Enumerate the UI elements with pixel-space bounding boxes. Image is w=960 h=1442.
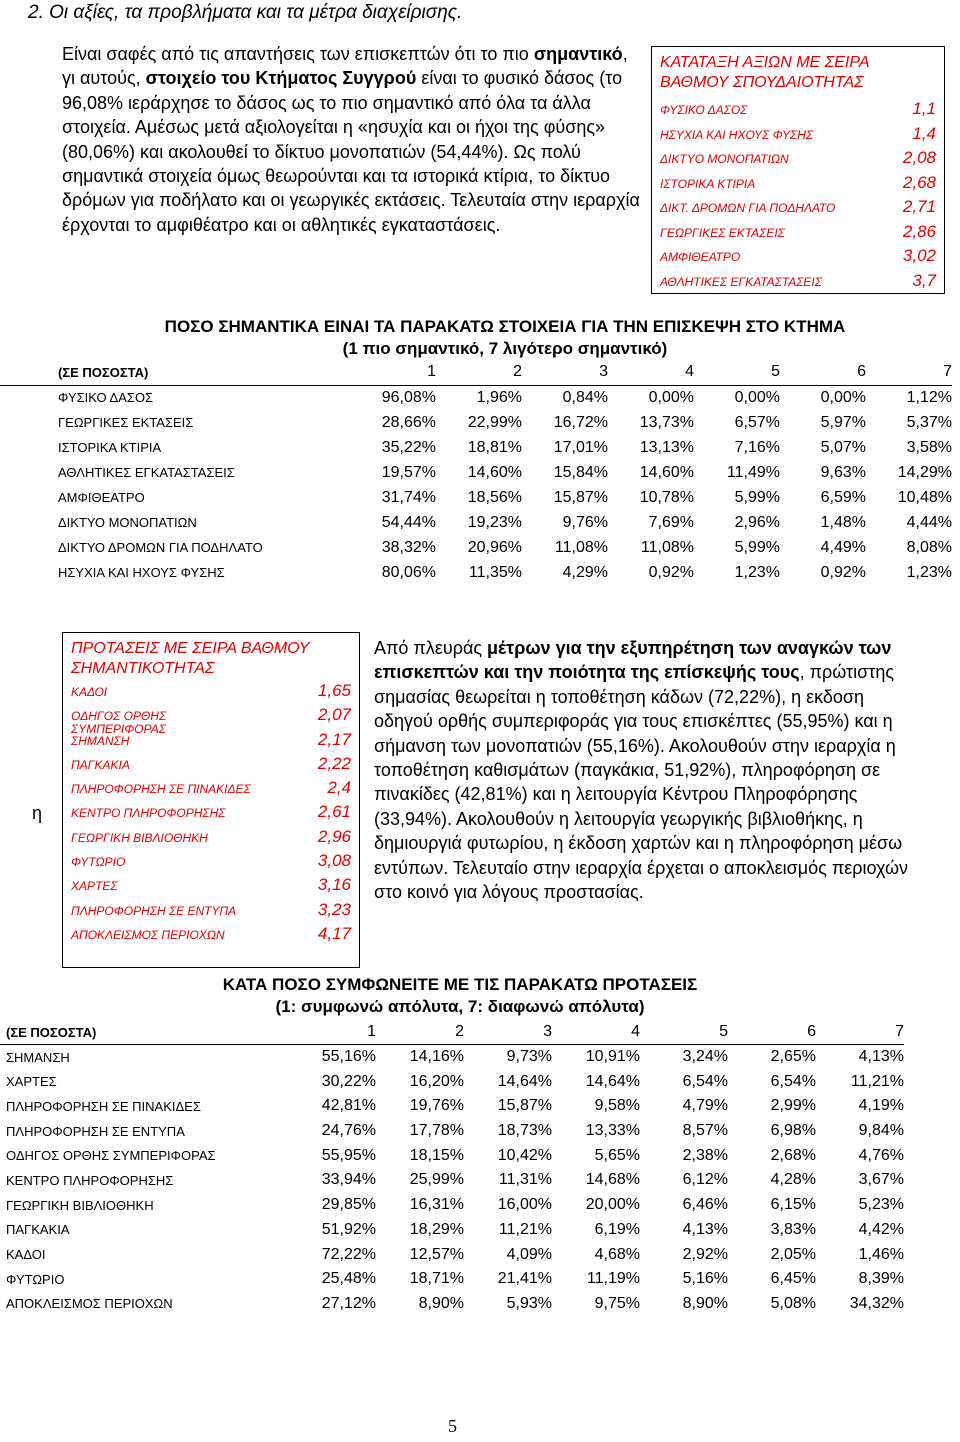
table-cell: 18,81% [467,438,522,456]
ranking-label: ΚΕΝΤΡΟ ΠΛΗΡΟΦΟΡΗΣΗΣ [71,806,226,821]
table-cell: 0,00% [734,388,780,406]
ranking-label: ΦΥΣΙΚΟ ΔΑΣΟΣ [660,103,748,117]
table-cell: 4,49% [820,538,866,556]
table-cell: 4,13% [858,1048,904,1066]
text-run: Από πλευράς [374,638,488,658]
table2-title [150,974,770,1018]
ranking-value: 1,4 [912,123,936,143]
table-row-label: ΑΠΟΚΛΕΙΣΜΟΣ ΠΕΡΙΟΧΩΝ [6,1296,173,1312]
text-run: , πρώτιστης σημασίας θεωρείται η τοποθέτηση κάδων (72,22%), η εκδοση οδηγού ορθής συμπεριφοράς για τους επισκέπτες (55,95%) και η σήμανση των μονοπατιών (55,16%). Ακολουθούν στην ιεραρχία η τοποθέτηση καθισμάτων (παγκάκια, 51,92%), πληροφόρηση σε πινακίδες (42,81%) και η λειτουργία Κέντρου Πληροφόρησης (33,94%). Ακολουθούν η λειτουργία γεωργικής βιβλιοθήκης, η δημιουργιά φυτωρίου, η έκδοση χαρτών και η πληροφόρηση μέσω εντύπων. Τελευταίο στην ιεραρχία έρχεται ο αποκλεισμός περιοχών στο κοινό για λόγους προστασίας. [374,662,909,903]
table-row-label: ΦΥΣΙΚΟ ΔΑΣΟΣ [58,390,154,406]
table-cell: 10,91% [585,1048,640,1066]
table-cell: 17,78% [409,1122,464,1140]
table-cell: 14,64% [585,1072,640,1090]
table-row [0,1193,904,1218]
table-cell: 6,15% [770,1196,816,1214]
ranking-value: 2,4 [327,778,351,798]
table-cell: 1,23% [906,563,952,581]
ranking-label: ΠΛΗΡΟΦΟΡΗΣΗ ΣΕ ΕΝΤΥΠΑ [71,903,237,918]
ranking-row [71,875,351,899]
table-row-label: ΔΙΚΤΥΟ ΜΟΝΟΠΑΤΙΩΝ [58,515,197,530]
ranking-label: ΑΘΛΗΤΙΚΕΣ ΕΓΚΑΤΑΣΤΑΣΕΙΣ [660,274,822,289]
ranking-label: ΣΗΜΑΝΣΗ [71,733,130,748]
table-header-label: (ΣΕ ΠΟΣΟΣΤΑ) [0,360,350,385]
ranking-value: 2,07 [317,705,351,725]
agreement-table [0,1020,904,1316]
table-column-header: 7 [866,360,952,385]
table-cell: 19,23% [467,513,522,531]
table-cell: 9,58% [594,1097,640,1115]
table-column-header: 6 [728,1020,816,1045]
ranking-row [660,246,936,271]
table-cell: 28,66% [381,413,436,431]
ranking-row [71,754,351,778]
table-row [0,1119,904,1144]
text-run: , γι αυτούς, [62,44,628,89]
table-row-label: ΟΔΗΓΟΣ ΟΡΘΗΣ ΣΥΜΠΕΡΙΦΟΡΑΣ [6,1148,216,1164]
table-cell: 3,67% [858,1171,904,1189]
table-cell: 80,06% [381,563,436,581]
table-cell: 19,57% [381,463,436,481]
table-row-label: ΙΣΤΟΡΙΚΑ ΚΤΙΡΙΑ [58,440,162,455]
table-row [0,1069,904,1094]
table-cell: 33,94% [321,1171,376,1189]
table-cell: 15,87% [553,488,608,506]
table-cell: 9,84% [858,1122,904,1140]
table-cell: 8,39% [858,1270,904,1288]
ranking-label: ΑΜΦΙΘΕΑΤΡΟ [660,250,741,264]
table-cell: 1,12% [906,388,952,406]
table-cell: 16,31% [409,1196,464,1214]
table-row [0,1143,904,1168]
table-cell: 6,45% [770,1270,816,1288]
table-row [0,1292,904,1317]
table-cell: 9,76% [562,513,608,531]
table-cell: 2,65% [770,1048,816,1066]
table-cell: 15,84% [553,463,608,481]
ranking-row [71,778,351,802]
table-row-label: ΓΕΩΡΓΙΚΗ ΒΙΒΛΙΟΘΗΚΗ [6,1197,154,1213]
table-cell: 13,13% [639,438,694,456]
table-column-header: 1 [288,1020,376,1045]
table-row [0,535,952,560]
table-cell: 12,57% [409,1245,464,1263]
table-cell: 14,68% [585,1171,640,1189]
table-cell: 4,28% [770,1171,816,1189]
ranking-value: 2,86 [902,221,936,241]
table-row-label: ΑΜΦΙΘΕΑΤΡΟ [58,490,145,505]
proposals-ranking-title: ΠΡΟΤΑΣΕΙΣ ΜΕ ΣΕΙΡΑ ΒΑΘΜΟΥ ΣΗΜΑΝΤΙΚΟΤΗΤΑΣ [71,640,310,677]
table-cell: 18,56% [467,488,522,506]
ranking-row [71,827,351,851]
table-row [0,1094,904,1119]
page-number: 5 [448,1416,457,1436]
table-cell: 2,05% [770,1245,816,1263]
table-row [0,1045,904,1070]
table-column-header: 3 [522,360,608,385]
table-cell: 10,48% [897,488,952,506]
table-cell: 54,44% [381,513,436,531]
ranking-label: ΚΑΔΟΙ [71,685,108,699]
table-row [0,435,952,460]
values-ranking-title: ΚΑΤΑΤΑΞΗ ΑΞΙΩΝ ΜΕ ΣΕΙΡΑ ΒΑΘΜΟΥ ΣΠΟΥΔΑΙΟΤΗΤΑΣ [660,54,869,91]
table-row-label: ΓΕΩΡΓΙΚΕΣ ΕΚΤΑΣΕΙΣ [58,415,194,430]
table-header-row [0,1020,904,1045]
table-cell: 5,07% [820,438,866,456]
ranking-value: 3,02 [902,246,936,265]
table-cell: 2,38% [682,1146,728,1164]
table-cell: 6,59% [820,488,866,506]
table-cell: 5,16% [682,1270,728,1288]
table-cell: 55,16% [321,1048,376,1066]
section-heading: 2. Οι αξίες, τα προβλήματα και τα μέτρα διαχείρισης. [28,2,463,23]
ranking-value: 2,71 [902,197,936,216]
values-ranking-box [651,46,945,294]
ranking-label: ΓΕΩΡΓΙΚΕΣ ΕΚΤΑΣΕΙΣ [660,225,785,240]
table-cell: 4,68% [594,1245,640,1263]
ranking-label: ΗΣΥΧΙΑ ΚΑΙ ΗΧΟΥΣ ΦΥΣΗΣ [660,127,814,142]
table-cell: 5,23% [858,1196,904,1214]
table-cell: 4,19% [858,1097,904,1115]
ranking-value: 2,61 [317,802,351,822]
table-cell: 18,73% [497,1122,552,1140]
ranking-row [660,271,936,296]
ranking-value: 2,68 [902,172,936,192]
table-row-label: ΠΛΗΡΟΦΟΡΗΣΗ ΣΕ ΠΙΝΑΚΙΔΕΣ [6,1098,201,1114]
table-column-header: 1 [350,360,436,385]
table-row-label: ΠΛΗΡΟΦΟΡΗΣΗ ΣΕ ΕΝΤΥΠΑ [6,1123,185,1139]
table-row [0,1168,904,1193]
table-cell: 10,42% [497,1146,552,1164]
table-header-row [0,360,952,385]
ranking-value: 1,1 [912,99,936,118]
table-cell: 30,22% [321,1072,376,1090]
table-cell: 6,46% [682,1196,728,1214]
ranking-value: 2,17 [317,729,351,749]
table-cell: 7,69% [648,513,694,531]
table-cell: 14,29% [897,463,952,481]
ranking-value: 3,23 [317,899,351,919]
table-cell: 4,09% [506,1245,552,1263]
table-cell: 1,46% [858,1245,904,1263]
table-cell: 5,65% [594,1146,640,1164]
ranking-label: ΠΑΓΚΑΚΙΑ [71,757,130,772]
table-cell: 11,19% [586,1270,640,1288]
ranking-value: 2,96 [317,826,351,846]
table-header-label: (ΣΕ ΠΟΣΟΣΤΑ) [0,1020,288,1045]
table-cell: 0,92% [648,563,694,581]
table-row-label: ΔΙΚΤΥΟ ΔΡΟΜΩΝ ΓΙΑ ΠΟΔΗΛΑΤΟ [58,540,263,555]
intro-paragraph [62,42,642,237]
table-cell: 2,92% [682,1245,728,1263]
table-cell: 3,58% [906,438,952,456]
table-row [0,385,952,410]
table-row [0,1242,904,1267]
proposals-ranking-list [71,681,351,948]
ranking-row [71,924,351,948]
table-column-header: 6 [780,360,866,385]
ranking-label: ΔΙΚΤ. ΔΡΟΜΩΝ ΓΙΑ ΠΟΔΗΛΑΤΟ [660,201,836,215]
table-row [0,485,952,510]
table-cell: 17,01% [553,438,608,456]
table-cell: 2,99% [770,1097,816,1115]
table-cell: 27,12% [321,1294,376,1312]
table-row [0,510,952,535]
table-column-header: 4 [608,360,694,385]
stray-letter: η [32,803,43,823]
text-run: στοιχείο του Κτήματος Συγγρού [145,68,417,89]
values-ranking-list [660,99,936,295]
table-cell: 3,24% [682,1048,728,1066]
ranking-label: ΧΑΡΤΕΣ [71,879,118,894]
table-cell: 5,93% [506,1294,552,1312]
ranking-row [660,124,936,149]
table1-title [110,316,900,360]
table1-subtitle: (1 πιο σημαντικό, 7 λιγότερο σημαντικό) [342,339,668,358]
ranking-row [71,802,351,826]
table-cell: 4,42% [858,1220,904,1238]
table-cell: 13,33% [585,1122,640,1140]
table-cell: 16,72% [553,413,608,431]
table-row-label: ΚΕΝΤΡΟ ΠΛΗΡΟΦΟΡΗΣΗΣ [6,1172,174,1188]
table1-title-text: ΠΟΣΟ ΣΗΜΑΝΤΙΚΑ ΕΙΝΑΙ ΤΑ ΠΑΡΑΚΑΤΩ ΣΤΟΙΧΕΙΑ ΓΙΑ ΤΗΝ ΕΠΙΣΚΕΨΗ ΣΤΟ ΚΤΗΜΑ [164,317,846,336]
table-cell: 0,00% [820,388,866,406]
table-cell: 31,74% [381,488,436,506]
ranking-label: ΟΔΗΓΟΣ ΟΡΘΗΣ ΣΥΜΠΕΡΙΦΟΡΑΣ [71,709,167,737]
table-cell: 72,22% [321,1245,376,1263]
table-row [0,460,952,485]
table-cell: 51,92% [321,1220,376,1238]
table-cell: 55,95% [321,1146,376,1164]
table-cell: 4,13% [682,1220,728,1238]
table-cell: 10,78% [639,488,694,506]
ranking-value: 4,17 [317,923,351,943]
table-cell: 42,81% [321,1097,376,1115]
ranking-label: ΔΙΚΤΥΟ ΜΟΝΟΠΑΤΙΩΝ [660,152,789,166]
table-cell: 1,48% [820,513,866,531]
table-cell: 4,44% [906,513,952,531]
table-cell: 11,21% [850,1072,904,1090]
ranking-row [71,730,351,754]
table-cell: 4,76% [858,1146,904,1164]
table-cell: 4,79% [682,1097,728,1115]
table-cell: 4,29% [562,563,608,581]
table-cell: 14,16% [409,1048,464,1066]
table-cell: 29,85% [321,1196,376,1214]
ranking-label: ΦΥΤΩΡΙΟ [71,855,126,870]
table-cell: 8,57% [682,1122,728,1140]
table-cell: 19,76% [409,1097,464,1115]
ranking-value: 2,08 [902,148,936,167]
table-cell: 5,08% [770,1294,816,1312]
table-cell: 16,00% [497,1196,552,1214]
table-cell: 3,83% [770,1220,816,1238]
ranking-row [71,681,351,705]
table-column-header: 7 [816,1020,904,1045]
table-column-header: 5 [694,360,780,385]
table-cell: 9,75% [594,1294,640,1312]
table-cell: 0,84% [562,388,608,406]
table-cell: 14,60% [467,463,522,481]
text-run: μέτρων για την εξυπηρέτηση των αναγκών των επισκεπτών και την ποιότητα της επίσκεψής τους [374,638,892,683]
table-cell: 21,41% [497,1270,552,1288]
table-cell: 2,68% [770,1146,816,1164]
table-cell: 0,00% [648,388,694,406]
table-cell: 5,99% [734,538,780,556]
ranking-label: ΑΠΟΚΛΕΙΣΜΟΣ ΠΕΡΙΟΧΩΝ [71,927,225,942]
table-cell: 25,48% [321,1270,376,1288]
table-row-label: ΗΣΥΧΙΑ ΚΑΙ ΗΧΟΥΣ ΦΥΣΗΣ [58,565,225,580]
ranking-value: 3,08 [317,851,351,871]
table-row [0,1218,904,1243]
ranking-row [71,900,351,924]
table-row [0,410,952,435]
table-cell: 14,60% [639,463,694,481]
table-row-label: ΣΗΜΑΝΣΗ [6,1049,70,1065]
table-cell: 5,97% [820,413,866,431]
table-cell: 13,73% [639,413,694,431]
table-column-header: 2 [376,1020,464,1045]
table-cell: 6,98% [770,1122,816,1140]
table-row-label: ΚΑΔΟΙ [6,1247,46,1263]
ranking-row [660,173,936,198]
table-cell: 34,32% [849,1294,904,1312]
table-cell: 15,87% [497,1097,552,1115]
table-cell: 35,22% [381,438,436,456]
table-cell: 11,08% [554,538,608,556]
table-cell: 6,54% [682,1072,728,1090]
text-run: είναι το φυσικό δάσος (το 96,08% ιεράρχησε το δάσος ως το πιο σημαντικό από όλα τα άλλα στοιχεία. Αμέσως μετά αξιολογείται η «ησυχία και οι ήχοι της φύσης» (80,06%) και ακολουθεί το δίκτυο μονοπατιών (54,44%). Ως πολύ σημαντικά στοιχεία όμως θεωρούνται και τα ιστορικά κτίρια, το δίκτυο δρόμων για ποδήλατο και οι γεωργικές εκτάσεις. Τελευταία στην ιεραρχία έρχονται το αμφιθέατρο και οι αθλητικές εγκαταστάσεις. [62,68,640,235]
table-cell: 22,99% [467,413,522,431]
table2-subtitle: (1: συμφωνώ απόλυτα, 7: διαφωνώ απόλυτα) [275,997,645,1016]
table2-title-text: ΚΑΤΑ ΠΟΣΟ ΣΥΜΦΩΝΕΙΤΕ ΜΕ ΤΙΣ ΠΑΡΑΚΑΤΩ ΠΡΟΤΑΣΕΙΣ [222,975,698,994]
ranking-row [660,197,936,222]
table-cell: 96,08% [381,388,436,406]
ranking-value: 1,65 [317,681,351,700]
ranking-label: ΠΛΗΡΟΦΟΡΗΣΗ ΣΕ ΠΙΝΑΚΙΔΕΣ [71,782,251,797]
text-run: σημαντικό [533,44,623,64]
table-cell: 24,76% [321,1122,376,1140]
table-cell: 7,16% [734,438,780,456]
ranking-row [71,851,351,875]
table-cell: 14,64% [497,1072,552,1090]
table-row [0,1267,904,1292]
ranking-label: ΓΕΩΡΓΙΚΗ ΒΙΒΛΙΟΘΗΚΗ [71,830,208,845]
table-cell: 11,08% [640,538,694,556]
table-cell: 11,21% [498,1220,552,1238]
table-cell: 9,63% [820,463,866,481]
table-cell: 38,32% [381,538,436,556]
table-cell: 18,15% [409,1146,464,1164]
table-cell: 2,96% [734,513,780,531]
table-cell: 20,96% [467,538,522,556]
table-cell: 20,00% [585,1196,640,1214]
ranking-row [71,705,351,737]
table-cell: 8,90% [682,1294,728,1312]
table-column-header: 4 [552,1020,640,1045]
table-column-header: 2 [436,360,522,385]
ranking-label: ΙΣΤΟΡΙΚΑ ΚΤΙΡΙΑ [660,176,756,191]
table-cell: 9,73% [506,1048,552,1066]
table-cell: 25,99% [409,1171,464,1189]
importance-table [0,360,952,585]
table-cell: 11,49% [726,463,780,481]
table-cell: 5,37% [906,413,952,431]
table-row [0,560,952,585]
table-row-label: ΦΥΤΩΡΙΟ [6,1271,65,1287]
table-cell: 18,29% [409,1220,464,1238]
table-cell: 6,54% [770,1072,816,1090]
table-cell: 11,31% [498,1171,552,1189]
table-cell: 11,35% [468,563,522,581]
table-row-label: ΠΑΓΚΑΚΙΑ [6,1222,70,1238]
table-cell: 8,90% [418,1294,464,1312]
table-cell: 16,20% [409,1072,464,1090]
ranking-value: 3,7 [912,270,936,290]
table-row-label: ΧΑΡΤΕΣ [6,1074,57,1090]
table-cell: 0,92% [820,563,866,581]
table-cell: 5,99% [734,488,780,506]
table-row-label: ΑΘΛΗΤΙΚΕΣ ΕΓΚΑΤΑΣΤΑΣΕΙΣ [58,465,235,480]
table-cell: 6,57% [734,413,780,431]
table-cell: 6,12% [682,1171,728,1189]
ranking-row [660,222,936,247]
ranking-value: 3,16 [317,875,351,895]
table-cell: 18,71% [409,1270,464,1288]
measures-paragraph [374,636,922,904]
ranking-row [660,99,936,124]
table-column-header: 3 [464,1020,552,1045]
table-cell: 1,96% [476,388,522,406]
ranking-value: 2,22 [317,753,351,773]
ranking-row [660,148,936,173]
table-cell: 8,08% [906,538,952,556]
text-run: Είναι σαφές από τις απαντήσεις των επισκεπτών ότι το πιο [62,44,534,64]
proposals-ranking-box [62,632,360,968]
table-column-header: 5 [640,1020,728,1045]
table-cell: 1,23% [734,563,780,581]
table-cell: 6,19% [594,1220,640,1238]
